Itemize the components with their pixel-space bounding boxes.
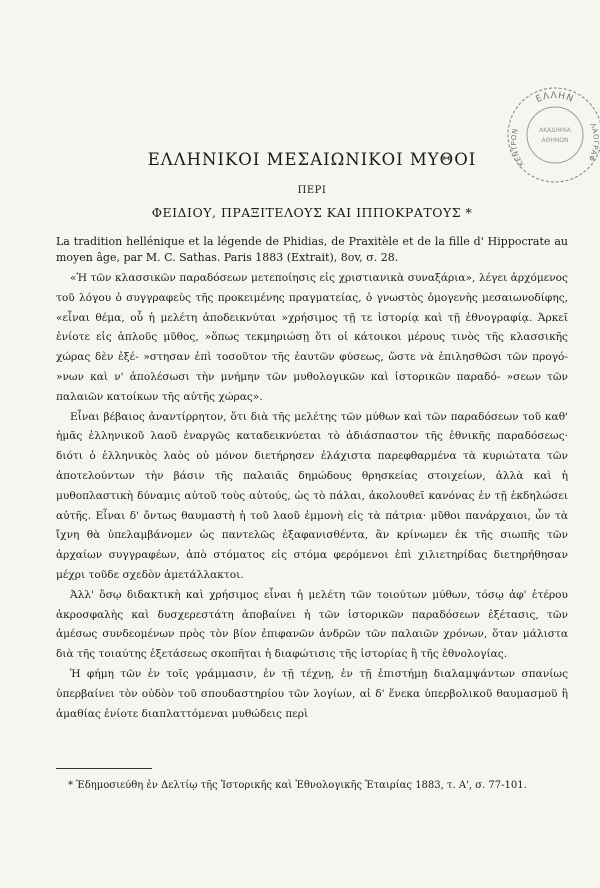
paragraph: Εἶναι βέβαιος ἀναντίρρητον, ὅτι διὰ τῆς μελέτης τῶν μύθων καὶ τῶν παραδόσεων τοῦ καθ' ἡμᾶς ἑλληνικοῦ λαοῦ ἐναργῶς καταδεικνύεται τὸ ἀδιάσπαστον τῆς ἐθνικῆς παραδόσεως· διότι ὁ ἑλληνικὸς λαὸς οὐ μόνον διετήρησεν ἐλάχιστα παρεφθαρμένα τὰ κυριώτατα τῶν ἀποτελούντων τὴν βάσιν τῆς παλαιᾶς δημώδους θρησκείας στοιχείων, ἀλλὰ καὶ ἡ μυθοπλαστικὴ δύναμις αὐτοῦ τοὺς αὐτούς, ὡς τὸ πάλαι, ἀκολουθεῖ κανόνας ἐν τῇ ἐκδηλώσει αὐτῆς. Εἶναι δ' ὄντως θαυμαστὴ ἡ τοῦ λαοῦ ἐμμονὴ εἰς τὰ πάτρια· μῦθοι πανάρχαιοι, ὧν τὰ ἴχνη θὰ ὑπελαμβάνομεν ὡς παντελῶς ἐξαφανισθέντα, ἂν κρίνωμεν ἐκ τῆς σιωπῆς τῶν ἀρχαίων συγγραφέων, ἀπὸ στόματος εἰς στόμα φερόμενοι ἐπὶ χιλιετηρίδας διετηρήθησαν μέχρι τοῦδε σχεδὸν ἀμετάλλακτοι. — [56, 410, 568, 581]
paragraph: Ἀλλ' ὅσῳ διδακτικὴ καὶ χρήσιμος εἶναι ἡ μελέτη τῶν τοιούτων μύθων, τόσῳ ἀφ' ἑτέρου ἀκροσφαλὴς καὶ δυσχερεστάτη ἀποβαίνει ἡ τῶν ἱστορικῶν παραδόσεων ἐξέτασις, τῶν ἀμέσως συνδεομένων πρὸς τὸν βίον ἐπιφανῶν ἀνδρῶν τῶν παλαιῶν χρόνων, ὅταν μάλιστα διὰ τῆς τοιαύτης ἐξετάσεως σκοπῆται ἡ διαφώτισις τῆς ἱστορίας ἢ τῆς ἐθνολογίας. — [56, 588, 568, 661]
paragraph: Ἡ φήμη τῶν ἐν τοῖς γράμμασιν, ἐν τῇ τέχνῃ, ἐν τῇ ἐπιστήμῃ διαλαμψάντων σπανίως ὑπερβαίνει τὸν οὐδὸν τοῦ σπουδαστηρίου τῶν λογίων, αἱ δ' ἕνεκα ὑπερβολικοῦ θαυμασμοῦ ἢ ἀμαθίας ἐνίοτε διαπλαττόμεναι μυθώδεις περὶ — [56, 667, 568, 720]
stamp-right-text: ΛΑΟΓΡΑΦ — [586, 121, 600, 163]
stamp-center-line1: ΑΚΑΔΗΜΙΑ — [539, 127, 571, 134]
page-title: ΕΛΛΗΝΙΚΟΙ ΜΕΣΑΙΩΝΙΚΟΙ ΜΥΘΟΙ — [147, 150, 477, 169]
library-stamp — [504, 84, 600, 186]
subtitle-peri: ΠΕΡΙ — [297, 185, 327, 196]
subtitle-main: ΦΕΙΔΙΟΥ, ΠΡΑΞΙΤΕΛΟΥΣ ΚΑΙ ΙΠΠΟΚΡΑΤΟΥΣ * — [151, 205, 473, 220]
stamp-center-line2: ΑΘΗΝΩΝ — [541, 137, 569, 144]
bibliographic-reference: La tradition hellénique et la légende de Phidias, de Praxitèle et de la fille d' Hippocrate au moyen âge, par M. C. Sathas. Paris 1883 (Extrait), 8ov, σ. 28. — [56, 235, 568, 264]
stamp-left-text: ΚΕΝΤΡΟΝ — [509, 127, 526, 168]
footnote-divider — [56, 768, 152, 769]
paragraph: «Ἡ τῶν κλασσικῶν παραδόσεων μετεποίησις εἰς χριστιανικὰ συναξάρια», λέγει ἀρχόμενος τοῦ λόγου ὁ συγγραφεὺς τῆς προκειμένης πραγματείας, ὁ γνωστὸς ὁμογενὴς μεσαιωνοδίφης, «εἶναι θέμα, οὗ ἡ μελέτη ἀποδεικνύται »χρήσιμος τῇ τε ἱστορίᾳ καὶ τῇ ἐθνογραφίᾳ. Ἀρκεῖ ἐνίοτε εἰς ἁπλοῦς μῦθος, »ὅπως τεκμηριώσῃ ὅτι οἱ κάτοικοι μέρους τινὸς τῆς κλασσικῆς χώρας δὲν ἐξέ- »στησαν ἐπὶ τοσοῦτον τῆς ἑαυτῶν φύσεως, ὥστε νὰ ἐπιλησθῶσι τῶν προγό- »νων καὶ ν' ἀπολέσωσι τὴν μνήμην τῶν μυθολογικῶν καὶ ἱστορικῶν παραδό- »σεων τῶν παλαιῶν κατοίκων τῆς αὐτῆς χώρας». — [56, 272, 568, 403]
svg-text:ΛΑΟΓΡΑΦ — [586, 122, 599, 163]
body-text — [56, 269, 568, 724]
document-page — [56, 0, 600, 888]
svg-text:ΕΛΛΗΝ — [535, 91, 576, 105]
footnote: * Ἐδημοσιεύθη ἐν Δελτίῳ τῆς Ἱστορικῆς καὶ Ἐθνολογικῆς Ἑταιρίας 1883, τ. Α', σ. 77-101. — [68, 780, 527, 791]
stamp-top-text: ΕΛΛΗΝ — [534, 90, 576, 106]
